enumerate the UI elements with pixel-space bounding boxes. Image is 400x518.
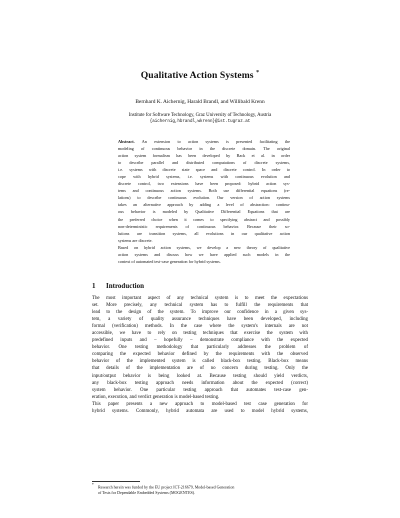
abstract-line <box>118 230 290 237</box>
footnote-line-text: of Tests for Dependable Embedded Systems (MOGENTES). <box>98 489 196 495</box>
abstract-line <box>118 194 290 201</box>
abstract-line-text: action system formalism has been developed by Back et al. in order <box>118 153 290 159</box>
affiliation-block <box>0 113 400 125</box>
author-list: Bernhard K. Aichernig, Harald Brandl, and Willibald Krenn <box>135 99 265 105</box>
abstract-block <box>118 138 290 265</box>
abstract-line <box>118 187 290 194</box>
affiliation-line: Institute for Software Technology, Graz University of Technology, Austria <box>128 113 272 118</box>
footnote-block <box>92 483 308 495</box>
footnote-rule <box>92 481 140 482</box>
body-line: predefined inputs and – hopefully – demonstrate compliance with the expected <box>92 338 308 344</box>
abstract-line-text: context of automated test-case generation for hybrid systems. <box>118 258 221 264</box>
footnote-line <box>92 490 308 495</box>
abstract-line <box>118 251 290 258</box>
abstract-line-text: lutions are transition systems, all evolutions in our qualitative action <box>118 230 290 236</box>
abstract-line-text: lations) to describe continuous evolution. Our version of action systems <box>118 195 290 201</box>
body-line: behavior of the implemented system is called black-box testing. Black-box means <box>92 359 308 365</box>
abstract-label: Abstract. <box>118 139 135 144</box>
body-line: that details of the implementation are of no concern during testing. Only the <box>92 366 308 372</box>
title-footnote-mark: * <box>256 70 260 76</box>
paper-title <box>0 70 400 81</box>
body-line: set. More precisely, any technical system has to fulfill the requirements that <box>92 303 308 309</box>
abstract-line-text: modeling of continuous behavior in the discrete domain. The original <box>118 146 290 152</box>
body-line: tem, a variety of quality assurance techniques have been developed, including <box>92 317 308 323</box>
abstract-line-text: i.e. systems with discrete state space and discrete control. In order to <box>118 167 290 173</box>
abstract-line <box>118 180 290 187</box>
abstract-line-text: to describe parallel and distributed computations of discrete systems, <box>118 160 290 166</box>
section-number: 1 <box>92 282 96 290</box>
abstract-line-text: takes an alternative approach by adding a level of abstraction: continu- <box>118 202 290 208</box>
body-line: system behavior. One particular testing approach that automates test-case gen- <box>92 387 308 393</box>
abstract-line <box>118 145 290 152</box>
abstract-line-text: cope with hybrid systems, i.e. systems with continuous evolution and <box>118 174 290 180</box>
abstract-line-text: Based on hybrid action systems, we develop a new theory of qualitative <box>118 244 290 250</box>
abstract-line <box>118 244 290 251</box>
introduction-body <box>92 295 308 415</box>
abstract-line <box>118 223 290 230</box>
abstract-line <box>118 159 290 166</box>
abstract-line <box>118 216 290 223</box>
abstract-line-text: ous behavior is modeled by Qualitative Differential Equations that are <box>118 209 290 215</box>
body-line: any black-box testing approach needs information about the expected (correct) <box>92 380 308 386</box>
abstract-line <box>118 258 290 265</box>
body-line: The most important aspect of any technical system is to meet the expectations <box>92 296 308 301</box>
body-line: eration, execution, and verdict generation is model-based testing. <box>92 394 220 400</box>
footnote-line <box>92 483 308 490</box>
body-line: hybrid systems. Commonly, hybrid automata are used to model hybrid systems, <box>92 408 308 414</box>
body-line: behavior. One testing methodology that particularly addresses the problem of <box>92 345 308 351</box>
body-line: accessible, we have to rely on testing techniques that exercise the system with <box>92 331 308 337</box>
body-line: lead to the design of the system. To improve our confidence in a given sys- <box>92 310 308 316</box>
abstract-line-text: tems and continuous action systems. Both use differential equations (re- <box>118 188 290 194</box>
paper-title-text: Qualitative Action Systems <box>140 70 254 82</box>
abstract-line <box>118 138 290 145</box>
abstract-line <box>118 166 290 173</box>
abstract-line-text: action systems and discuss how we have applied such models in the <box>118 251 290 257</box>
abstract-line <box>118 237 290 244</box>
body-line: formal (verification) methods. In the case where the system's internals are not <box>92 324 308 330</box>
section-title: Introduction <box>106 282 144 290</box>
abstract-line-text: non-deterministic requirements of continuous behavior. Because their so- <box>118 223 290 229</box>
abstract-line <box>118 152 290 159</box>
abstract-line-text: the preferred choice when it comes to specifying abstract and possibly <box>118 216 290 222</box>
abstract-line-text: discrete control, two extensions have been proposed: hybrid action sys- <box>118 181 290 187</box>
body-line: comparing the expected behavior defined by the requirements with the observed <box>92 352 308 358</box>
abstract-line <box>118 173 290 180</box>
abstract-line <box>118 208 290 215</box>
body-line: input/output behavior is being looked at. Because testing should yield verdicts, <box>92 373 308 379</box>
abstract-line-text: systems are discrete. <box>118 237 153 243</box>
footnote-mark: * <box>92 483 94 487</box>
section-heading-introduction <box>92 282 144 290</box>
author-emails: {aichernig,hbrandl,wkrenn}@ist.tugraz.at <box>149 120 251 125</box>
body-line: This paper presents a new approach to model-based test case generation for <box>92 401 308 407</box>
abstract-line-text: An extension to action systems is presented facilitating the <box>141 139 290 144</box>
footnote-line-text: Research herein was funded by the EU project ICT-216679, Model-based Generation <box>98 484 235 490</box>
abstract-line <box>118 201 290 208</box>
